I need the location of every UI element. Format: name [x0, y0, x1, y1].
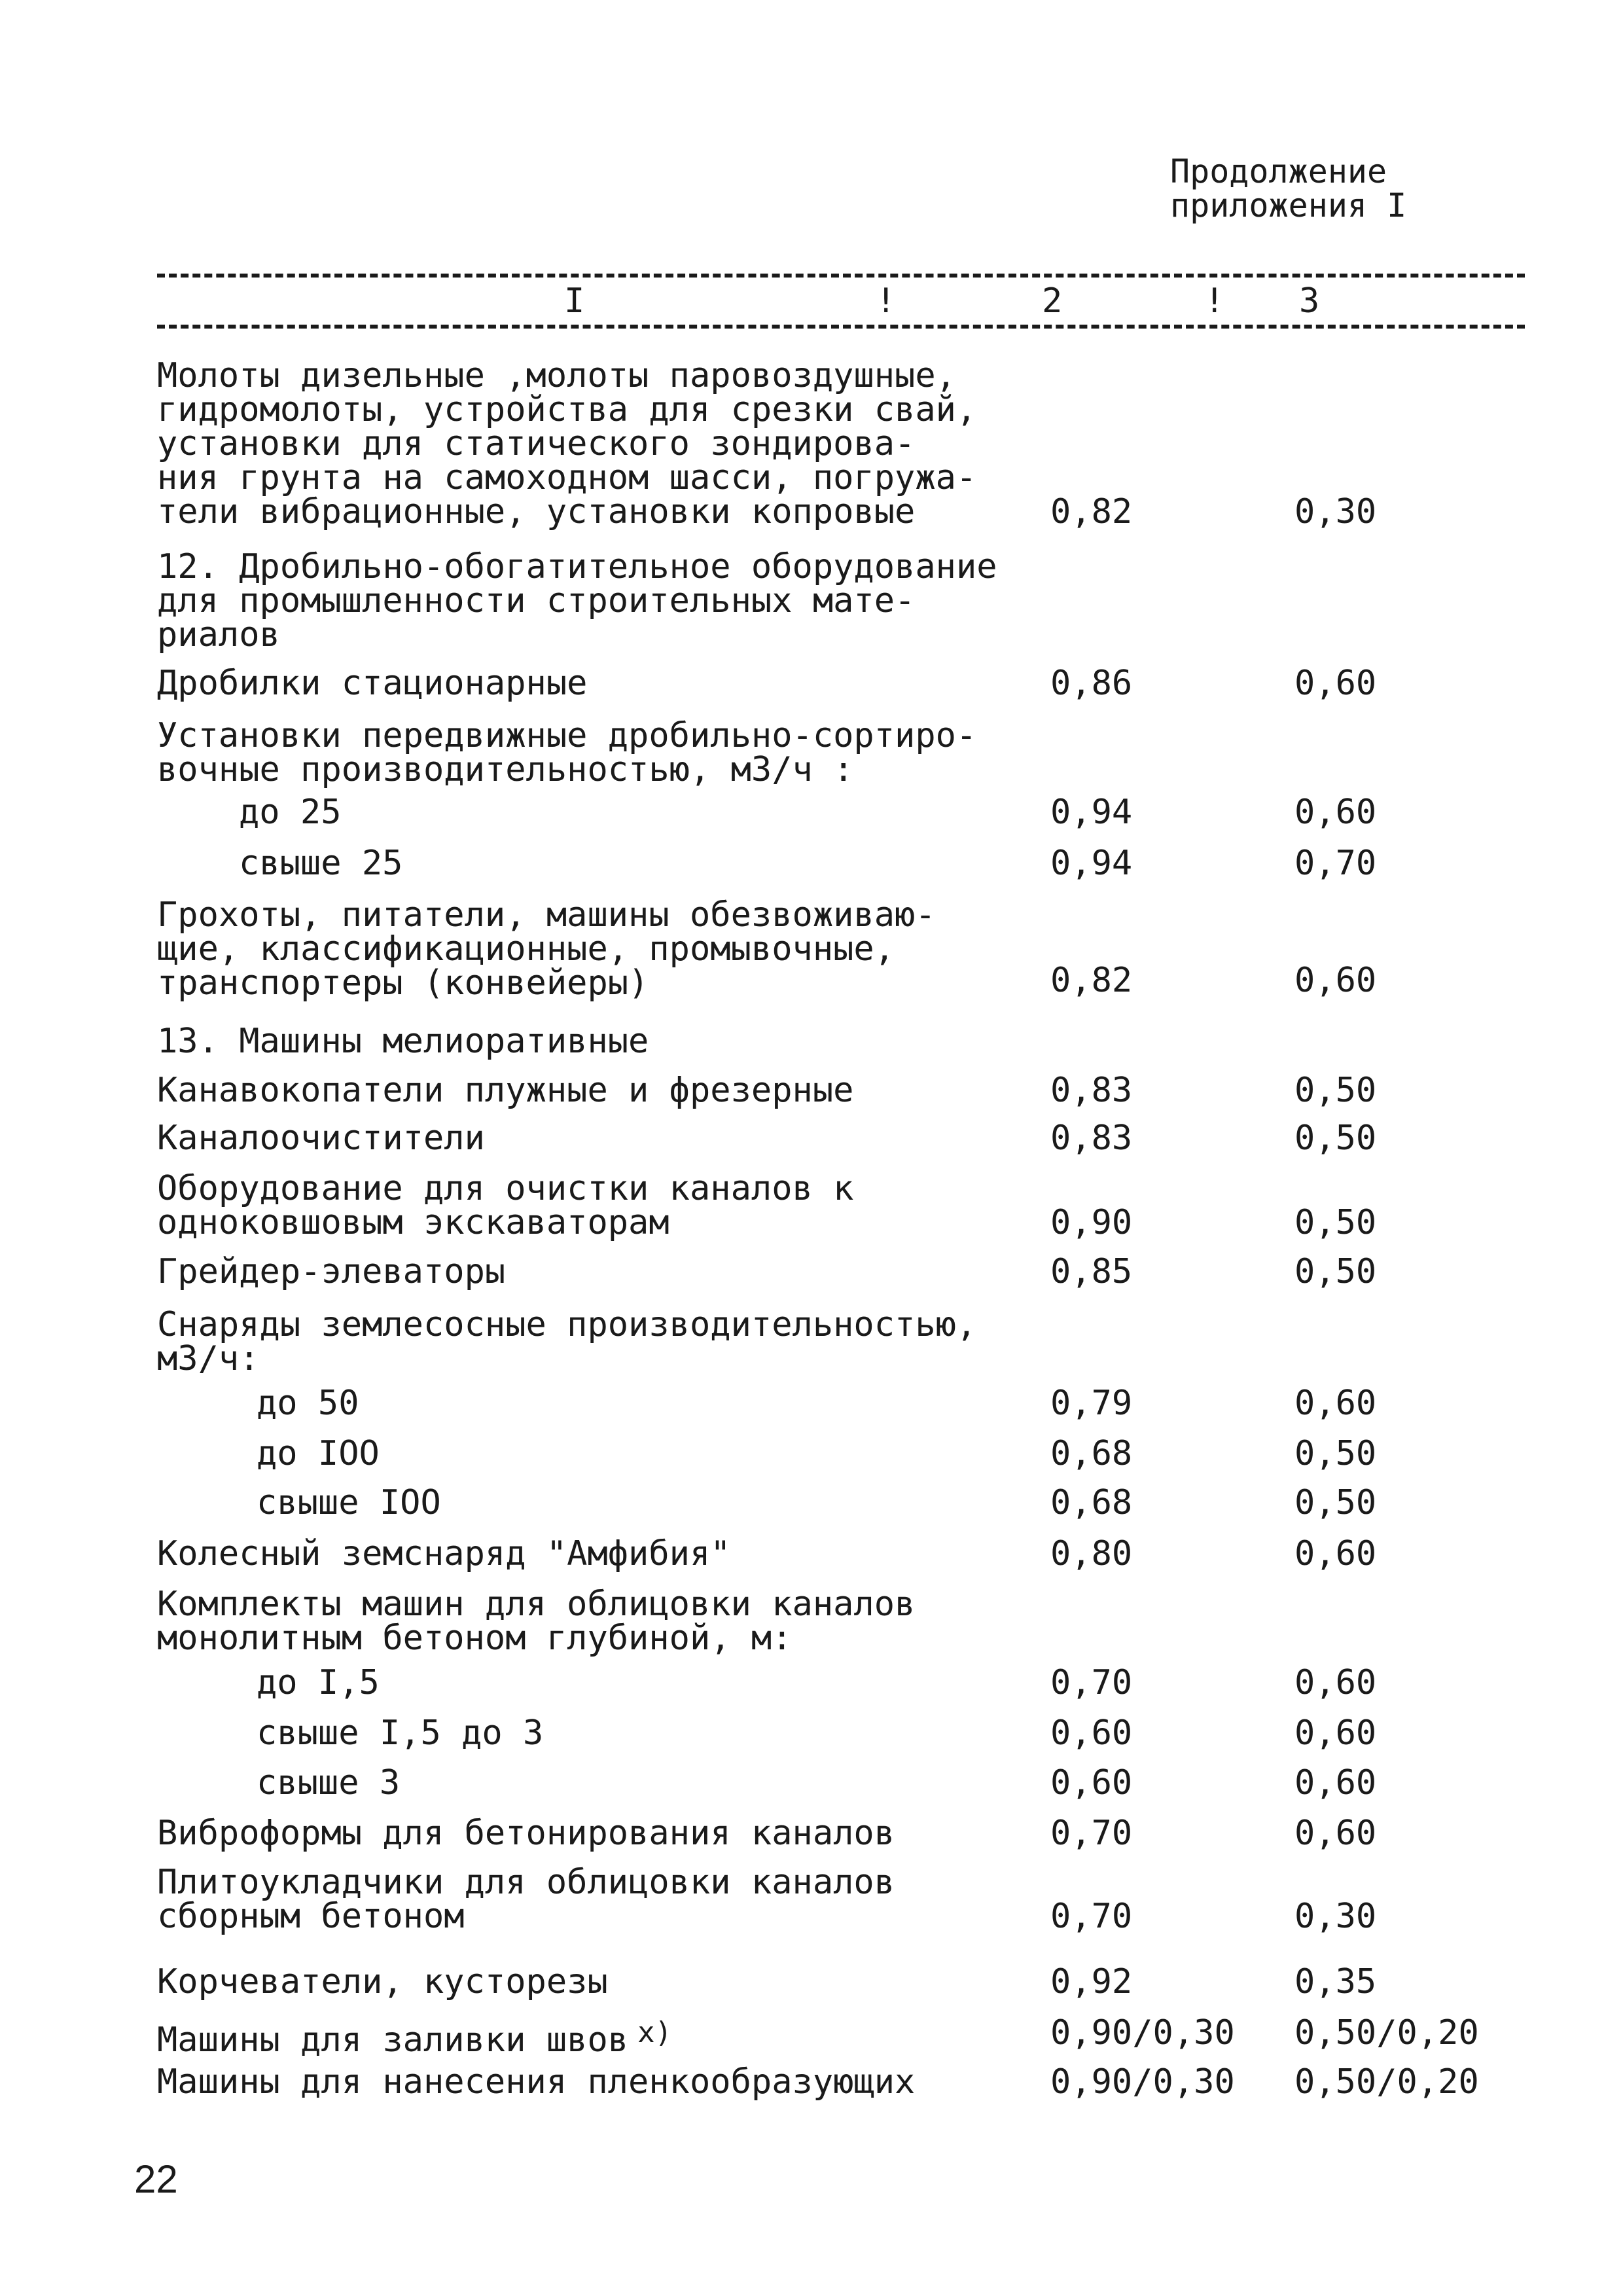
row-label: свыше IOO: [257, 1483, 441, 1522]
row-value-col2: 0,82: [1050, 961, 1133, 1000]
table-header-rule: [157, 325, 1525, 329]
row-value-col3: 0,50: [1294, 1483, 1377, 1522]
row-value-col3: 0,70: [1294, 844, 1377, 883]
row-value-col2: 0,92: [1050, 1962, 1133, 2001]
row-value-col3: 0,60: [1294, 1663, 1377, 1702]
row-label: Молоты дизельные ,молоты паровоздушные, гидромолоты, устройства для срезки свай, установки для статического зондирова- ния грунта на самоходном шасси, погружа- тели вибрационные, установки копровые: [157, 356, 977, 531]
continuation-note: [1170, 154, 1406, 223]
row-value-col2: 0,83: [1050, 1071, 1133, 1110]
row-label: Грохоты, питатели, машины обезвоживаю- щие, классификационные, промывочные, транспортеры (конвейеры): [157, 895, 936, 1003]
row-value-col2: 0,70: [1050, 1814, 1133, 1853]
row-value-col3: 0,30: [1294, 1897, 1377, 1936]
row-label-text: Машины для заливки швов: [157, 2020, 629, 2060]
row-value-col2: 0,82: [1050, 492, 1133, 531]
column-separator-1: !: [876, 281, 897, 321]
row-value-col2: 0,85: [1050, 1252, 1133, 1291]
row-label: Колесный земснаряд "Амфибия": [157, 1534, 731, 1573]
row-value-col2: 0,86: [1050, 664, 1133, 703]
row-value-col2: 0,94: [1050, 793, 1133, 832]
row-value-col2: 0,60: [1050, 1713, 1133, 1753]
row-value-col3: 0,50: [1294, 1203, 1377, 1242]
row-label: до 25: [239, 793, 342, 832]
column-separator-2: !: [1204, 281, 1225, 321]
row-value-col3: 0,60: [1294, 664, 1377, 703]
row-value-col2: 0,79: [1050, 1384, 1133, 1423]
row-value-col2: 0,80: [1050, 1534, 1133, 1573]
row-label: Комплекты машин для облицовки каналов монолитным бетоном глубиной, м:: [157, 1585, 916, 1658]
row-value-col3: 0,35: [1294, 1962, 1377, 2001]
row-value-col2: 0,60: [1050, 1763, 1133, 1803]
row-label: до 50: [257, 1384, 359, 1423]
row-value-col3: 0,50: [1294, 1071, 1377, 1110]
row-value-col3: 0,50: [1294, 1434, 1377, 1473]
row-label: Корчеватели, кусторезы: [157, 1962, 608, 2001]
continuation-line-2: приложения I: [1170, 187, 1407, 224]
row-value-col2: 0,90/0,30: [1050, 2062, 1235, 2102]
section-heading-12: 12. Дробильно-обогатительное оборудование для промышленности строительных мате- риалов: [157, 547, 997, 655]
row-value-col2: 0,70: [1050, 1663, 1133, 1702]
row-value-col3: 0,60: [1294, 1534, 1377, 1573]
row-value-col2: 0,94: [1050, 844, 1133, 883]
row-value-col3: 0,60: [1294, 1814, 1377, 1853]
row-label: Канавокопатели плужные и фрезерные: [157, 1071, 854, 1110]
row-value-col3: 0,50: [1294, 1252, 1377, 1291]
row-value-col2: 0,90: [1050, 1203, 1133, 1242]
row-value-col3: 0,60: [1294, 1384, 1377, 1423]
row-label: Дробилки стационарные: [157, 664, 588, 703]
row-label: Машины для нанесения пленкообразующих: [157, 2062, 916, 2102]
column-header-3: 3: [1299, 281, 1320, 321]
row-value-col3: 0,60: [1294, 1713, 1377, 1753]
row-label: до I,5: [257, 1663, 380, 1702]
row-label: [157, 2016, 1060, 2060]
column-header-2: 2: [1042, 281, 1063, 321]
page-number: 22: [134, 2157, 178, 2201]
column-header-1: I: [564, 281, 585, 321]
row-label: Установки передвижные дробильно-сортиро- вочные производительностью, м3/ч :: [157, 716, 977, 789]
row-label: свыше 25: [239, 844, 403, 883]
continuation-line-1: Продолжение: [1170, 152, 1387, 190]
row-value-col2: 0,90/0,30: [1050, 2013, 1235, 2053]
row-value-col3: 0,60: [1294, 793, 1377, 832]
row-value-col2: 0,70: [1050, 1897, 1133, 1936]
section-heading-13: 13. Машины мелиоративные: [157, 1022, 649, 1061]
row-value-col2: 0,68: [1050, 1483, 1133, 1522]
row-label: Снаряды землесосные производительностью, м3/ч:: [157, 1305, 977, 1378]
row-label: до IOO: [257, 1434, 380, 1473]
row-value-col3: 0,30: [1294, 492, 1377, 531]
row-label: Грейдер-элеваторы: [157, 1252, 506, 1291]
row-value-col3: 0,50: [1294, 1119, 1377, 1158]
footnote-mark: x): [637, 2016, 673, 2049]
row-value-col2: 0,83: [1050, 1119, 1133, 1158]
row-label: свыше I,5 до 3: [257, 1713, 544, 1753]
row-label: Виброформы для бетонирования каналов: [157, 1814, 895, 1853]
row-value-col3: 0,60: [1294, 1763, 1377, 1803]
table-top-rule: [157, 274, 1525, 278]
row-label: Плитоукладчики для облицовки каналов сборным бетоном: [157, 1863, 895, 1936]
row-label: свыше 3: [257, 1763, 401, 1803]
row-value-col3: 0,60: [1294, 961, 1377, 1000]
row-label: Оборудование для очистки каналов к одноковшовым экскаваторам: [157, 1169, 854, 1242]
row-value-col3: 0,50/0,20: [1294, 2013, 1479, 2053]
row-value-col3: 0,50/0,20: [1294, 2062, 1479, 2102]
row-label: Каналоочистители: [157, 1119, 485, 1158]
row-value-col2: 0,68: [1050, 1434, 1133, 1473]
